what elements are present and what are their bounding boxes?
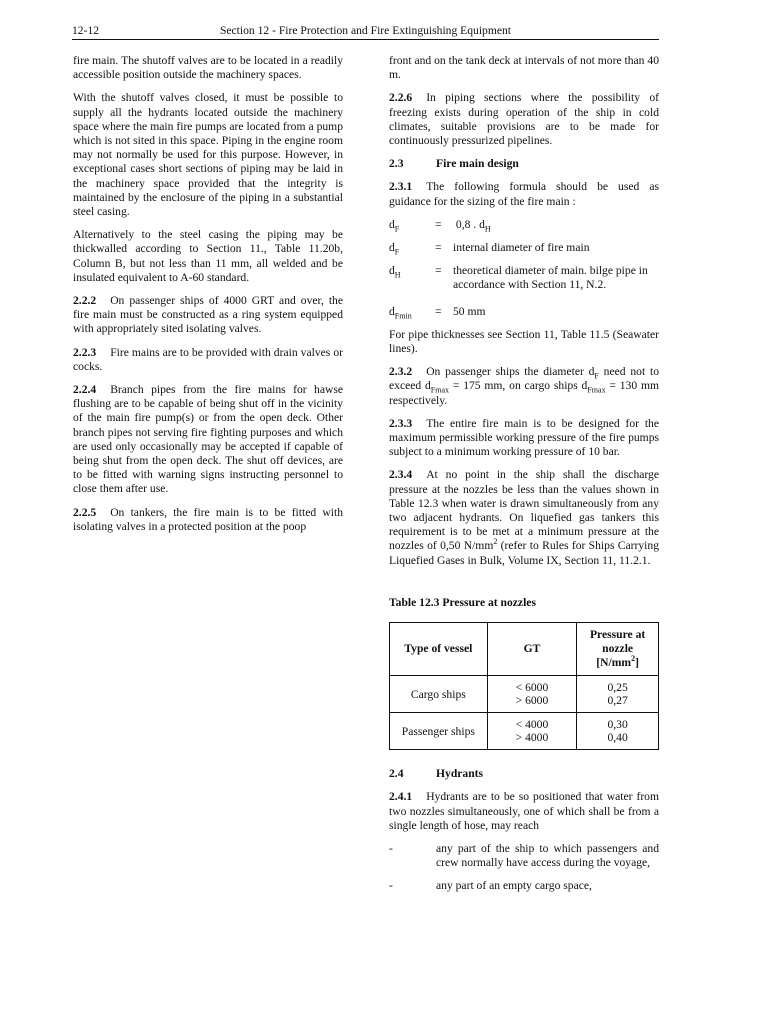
clause-number: 2.2.2 (73, 294, 97, 308)
formula-symbol: $d_H$ (389, 264, 401, 280)
formula-operator: = (435, 264, 442, 278)
list-item (389, 842, 659, 870)
clause-number: 2.2.3 (73, 345, 97, 359)
cell-vessel-type: Cargo ships (390, 676, 488, 713)
section-title: Section 12 - Fire Protection and Fire Extinguishing Equipment (219, 24, 512, 37)
formula-definition: internal diameter of fire main (453, 241, 590, 255)
heading-number: 2.3 (389, 157, 404, 171)
heading-title: Fire main design (436, 157, 519, 171)
page-header (72, 24, 659, 40)
left-column (73, 54, 343, 543)
clause-number: 2.2.6 (389, 91, 413, 105)
formula-line (389, 305, 659, 319)
clause-2-2-4 (73, 383, 343, 497)
cell-vessel-type: Passenger ships (390, 713, 488, 750)
clause-2-2-3 (73, 346, 343, 374)
page-number: 12-12 (72, 24, 100, 37)
table-row (390, 713, 659, 750)
clause-text: The entire fire main is to be designed for the maximum permissible working pressure of the fire pumps subject to a minimum working pressure of 10 bar. (389, 416, 659, 459)
clause-2-4-1 (389, 790, 659, 833)
formula-definition: 50 mm (453, 304, 486, 318)
heading-hydrants (389, 767, 659, 781)
cell-pressure: 0,25 0,27 (577, 676, 659, 713)
pressure-table (389, 622, 659, 750)
clause-number: 2.4.1 (389, 790, 413, 804)
clause-2-2-6 (389, 91, 659, 148)
formula-operator: = (435, 217, 442, 231)
clause-2-3-1 (389, 180, 659, 208)
paragraph: Alternatively to the steel casing the piping may be thickwalled according to Section 11., Table 11.20b, Column B, but not less than 11 mm, all welded and be insulated equivalent to A-60 standard. (73, 228, 343, 284)
heading-fire-main-design (389, 157, 659, 171)
formula-definition: theoretical diameter of main. bilge pipe in accordance with Section 11, N.2. (453, 264, 648, 292)
list-text: any part of the ship to which passengers and crew normally have access during the voyage, (436, 841, 659, 870)
formula-symbol: $d_F$ (389, 217, 400, 234)
clause-number: 2.3.3 (389, 416, 413, 430)
header-gt: GT (487, 623, 577, 676)
formula-line (389, 264, 659, 292)
cell-pressure: 0,30 0,40 (577, 713, 659, 750)
clause-number: 2.3.2 (389, 365, 413, 379)
clause-number: 2.2.5 (73, 505, 97, 519)
table-caption: Table 12.3 Pressure at nozzles (389, 595, 536, 609)
formula-definition: 0,8 . $d_H$ (455, 217, 491, 234)
heading-title: Hydrants (436, 767, 484, 781)
cell-gt: < 4000 > 4000 (487, 713, 577, 750)
header-pressure: Pressure at nozzle $[N/mm^2]$ (577, 623, 659, 676)
formula-operator: = (435, 304, 442, 318)
clause-text: Fire mains are to be provided with drain valves or cocks. (73, 345, 343, 373)
clause-text: Branch pipes from the fire mains for hawse flushing are to be capable of being shut off in the vicinity of the main fire pump(s) or from the open deck. Other branch pipes not serving fire fighting purposes and which are used only occasionally may be accepted if capable of being shut from the open deck. The shut off devices, are to be fitted with warning signs instructing personnel to close them after use. (73, 383, 343, 496)
clause-text: On passenger ships of 4000 GRT and over, the fire main must be constructed as a ring system equipped with appropriately sited isolating valves. (73, 294, 343, 336)
clause-2-2-5 (73, 506, 343, 534)
formula-symbol: $d_F$ (389, 241, 400, 257)
clause-text: In piping sections where the possibility of freezing exists during operation of the ship in cold climates, suitable provisions are to be made for continuously pressurized pipelines. (389, 91, 659, 148)
formula-operator: = (435, 241, 442, 255)
clause-number: 2.3.1 (389, 180, 413, 194)
clause-2-3-3 (389, 417, 659, 460)
clause-number: 2.3.4 (389, 468, 413, 482)
table-header-row (390, 623, 659, 676)
clause-text: The following formula should be used as guidance for the sizing of the fire main : (389, 180, 659, 208)
clause-2-3-4: 2.3.4 At no point in the ship shall the discharge pressure at the nozzles be less than the values shown in Table 12.3 when water is drawn simultaneously from any two adjacent hydrants. On liquefied gas tankers this requirement is to be met at a minimum pressure at the nozzles of 0,50 $N/mm^2$ (refer to Rules for Ships Carrying Liquefied Gases in Bulk, Volume IX, Section 11, 11.2.1. (389, 468, 659, 567)
table-row (390, 676, 659, 713)
list-item (389, 879, 659, 893)
paragraph: With the shutoff valves closed, it must be possible to supply all the hydrants located outside the machinery space where the main fire pumps are located from a pump which is not sited in this space. Piping in the engine room may not normally be used for this purpose. However, in exceptional cases short sections of piping may be laid in the machinery space provided that the integrity is maintained by the enclosure of the piping in a substantial steel casing. (73, 91, 343, 219)
paragraph: For pipe thicknesses see Section 11, Table 11.5 (Seawater lines). (389, 327, 659, 356)
formula-line (389, 218, 659, 232)
formula-line (389, 241, 659, 255)
clause-text: Hydrants are to be so positioned that water from two nozzles simultaneously, one of which shall be from a single length of hose, may reach (389, 790, 659, 832)
header-type-of-vessel: Type of vessel (390, 623, 488, 676)
list-dash: - (389, 879, 393, 893)
paragraph: fire main. The shutoff valves are to be located in a readily accessible position outside the machinery spaces. (73, 54, 343, 82)
list-text: any part of an empty cargo space, (436, 879, 592, 893)
clause-2-3-2: 2.3.2 On passenger ships the diameter $d_F$ need not to exceed $d_{Fmax} = 175$ mm, on cargo ships $d_{Fmax} = 130$ mm respectively. (389, 365, 659, 407)
clause-text: On tankers, the fire main is to be fitted with isolating valves in a protected position at the poop (73, 505, 343, 533)
paragraph: front and on the tank deck at intervals of not more than 40 m. (389, 54, 659, 82)
formula-symbol: $d_{Fmin}$ (389, 304, 412, 320)
list-dash: - (389, 841, 393, 855)
heading-number: 2.4 (389, 767, 404, 781)
clause-number: 2.2.4 (73, 383, 97, 397)
clause-2-2-2 (73, 294, 343, 337)
right-column (389, 54, 659, 903)
cell-gt: < 6000 > 6000 (487, 676, 577, 713)
